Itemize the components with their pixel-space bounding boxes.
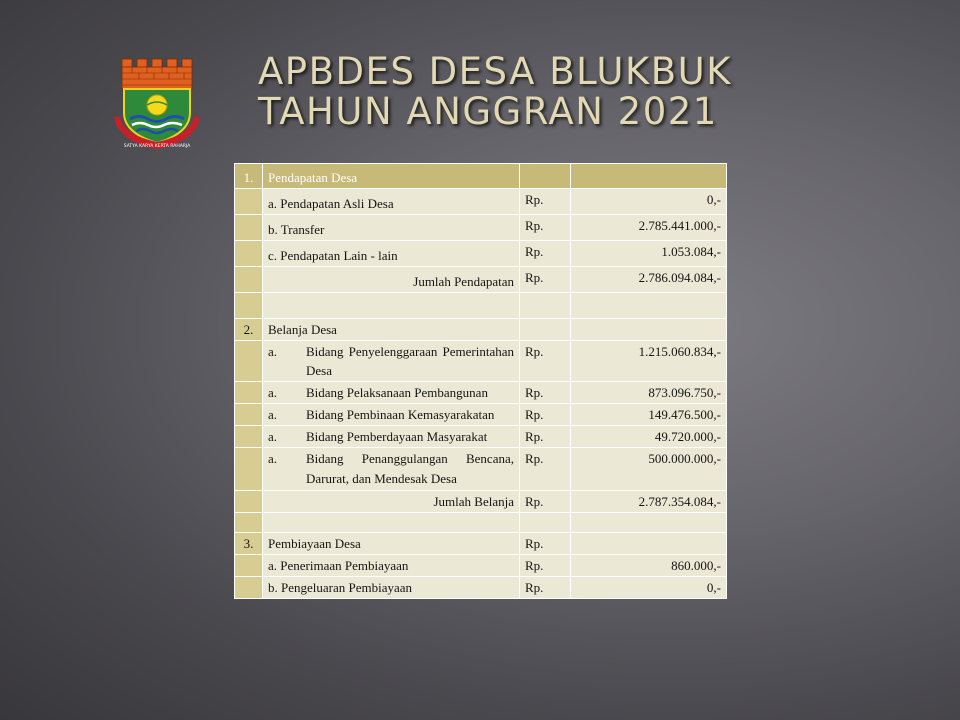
item-value: 860.000,- — [571, 555, 727, 577]
item-value: 0,- — [571, 189, 727, 215]
table-row — [235, 382, 727, 404]
total-label: Jumlah Pendapatan — [263, 267, 520, 293]
item-currency: Rp. — [520, 241, 571, 267]
item-value: 1.053.084,- — [571, 241, 727, 267]
item-value: 873.096.750,- — [571, 382, 727, 404]
total-currency: Rp. — [520, 267, 571, 293]
item-letter: a. — [268, 344, 278, 359]
item-currency: Rp. — [520, 426, 571, 448]
section-header-pembiayaan — [235, 533, 727, 555]
table-row — [235, 577, 727, 599]
item-value: 149.476.500,- — [571, 404, 727, 426]
budget-table — [234, 163, 727, 599]
table-row — [235, 404, 727, 426]
table-row — [235, 341, 727, 382]
logo-motto: SATYA KARYA KERTA RAHARJA — [123, 144, 191, 149]
table-row — [235, 189, 727, 215]
item-letter: a. — [268, 429, 278, 444]
item-currency: Rp. — [520, 448, 571, 491]
total-label: Jumlah Belanja — [263, 491, 520, 513]
item-label: Bidang Pemberdayaan Masyarakat — [306, 429, 488, 444]
item-label: Bidang Penyelenggaraan Pemerintahan Desa — [306, 344, 514, 378]
item-currency: Rp. — [520, 577, 571, 599]
item-label: Bidang Pelaksanaan Pembangunan — [306, 385, 488, 400]
total-currency: Rp. — [520, 491, 571, 513]
total-row-pendapatan — [235, 267, 727, 293]
item-value: 2.785.441.000,- — [571, 215, 727, 241]
table-row — [235, 426, 727, 448]
section-label: Belanja Desa — [263, 319, 520, 341]
item-label: Bidang Pembinaan Kemasyarakatan — [306, 407, 495, 422]
title-line-1: APBDES DESA BLUKBUK — [258, 50, 732, 93]
item-value: 500.000.000,- — [571, 448, 727, 491]
item-currency: Rp. — [520, 215, 571, 241]
table-row — [235, 448, 727, 491]
total-value: 2.787.354.084,- — [571, 491, 727, 513]
item-label: a. Penerimaan Pembiayaan — [263, 555, 520, 577]
section-number: 1. — [235, 164, 263, 189]
item-label: b. Pengeluaran Pembiayaan — [263, 577, 520, 599]
table-row — [235, 555, 727, 577]
item-value: 1.215.060.834,- — [571, 341, 727, 382]
item-currency: Rp. — [520, 189, 571, 215]
item-value: 49.720.000,- — [571, 426, 727, 448]
section-label: Pembiayaan Desa — [263, 533, 520, 555]
item-letter: a. — [268, 407, 278, 422]
table-row — [235, 241, 727, 267]
item-currency: Rp. — [520, 341, 571, 382]
item-label: b. Transfer — [263, 215, 520, 241]
item-label: Bidang Penanggulangan Bencana, Darurat, dan Mendesak Desa — [306, 451, 514, 486]
title-line-2: TAHUN ANGGRAN 2021 — [258, 90, 718, 133]
section-label: Pendapatan Desa — [263, 164, 520, 189]
spacer-row — [235, 513, 727, 533]
item-label: a. Pendapatan Asli Desa — [263, 189, 520, 215]
item-currency: Rp. — [520, 555, 571, 577]
item-currency: Rp. — [520, 404, 571, 426]
section-currency: Rp. — [520, 533, 571, 555]
page-title — [258, 52, 732, 132]
regency-emblem-logo — [112, 55, 202, 151]
item-label: c. Pendapatan Lain - lain — [263, 241, 520, 267]
section-header-belanja — [235, 319, 727, 341]
spacer-row — [235, 293, 727, 319]
item-letter: a. — [268, 451, 278, 466]
section-number: 2. — [235, 319, 263, 341]
item-letter: a. — [268, 385, 278, 400]
item-value: 0,- — [571, 577, 727, 599]
section-header-pendapatan — [235, 164, 727, 189]
item-currency: Rp. — [520, 382, 571, 404]
total-row-belanja — [235, 491, 727, 513]
table-row — [235, 215, 727, 241]
section-number: 3. — [235, 533, 263, 555]
total-value: 2.786.094.084,- — [571, 267, 727, 293]
